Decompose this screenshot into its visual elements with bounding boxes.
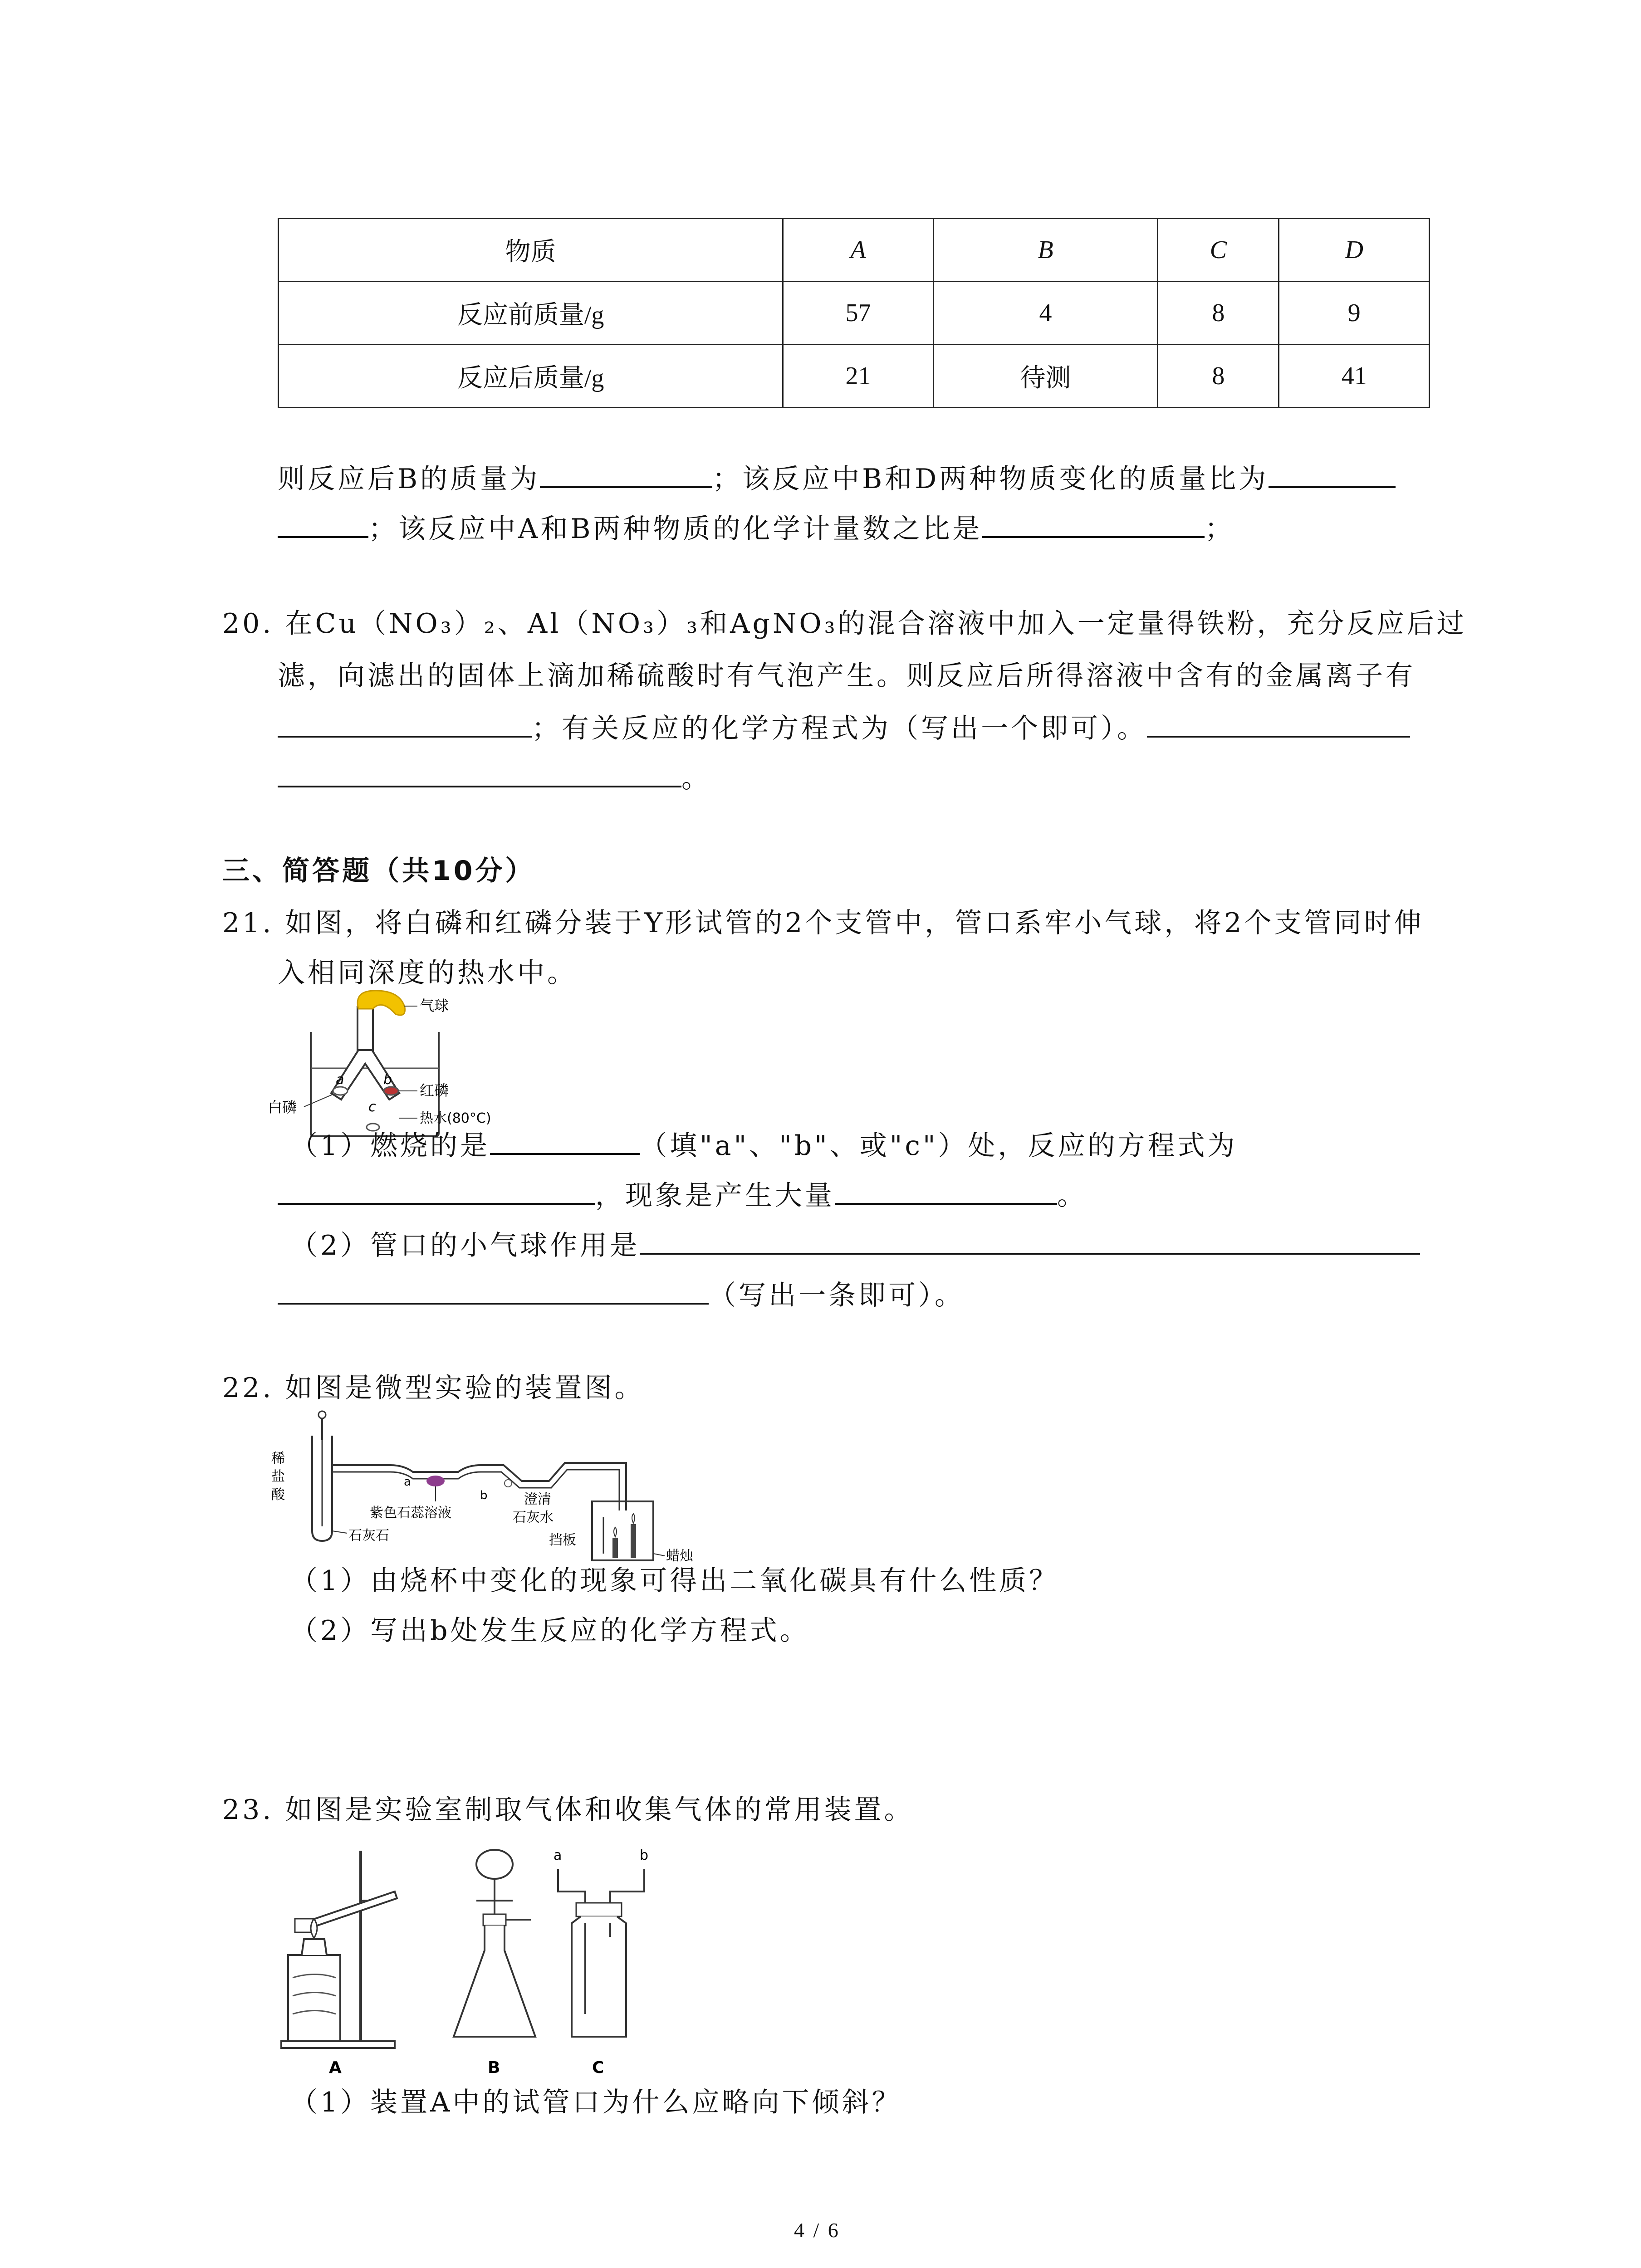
answer-blank[interactable] bbox=[982, 508, 1205, 538]
apparatus-b bbox=[454, 1850, 535, 2077]
answer-blank[interactable] bbox=[278, 1175, 595, 1205]
label-A: A bbox=[329, 2058, 342, 2077]
q19-line1 bbox=[278, 458, 1396, 497]
label-hot-water: 热水(80°C) bbox=[420, 1110, 491, 1126]
litmus-drop bbox=[426, 1476, 445, 1486]
micro-experiment-figure bbox=[268, 1408, 712, 1563]
label-red-p: 红磷 bbox=[420, 1082, 449, 1099]
table-cell: 41 bbox=[1279, 345, 1430, 408]
q21-line2: 入相同深度的热水中。 bbox=[278, 957, 577, 989]
q21-line1: 21. 如图，将白磷和红磷分装于Y形试管的2个支管中，管口系牢小气球，将2个支管同时伸 bbox=[222, 907, 1424, 939]
table-cell: 4 bbox=[933, 282, 1158, 345]
table-header-cell: C bbox=[1158, 219, 1279, 282]
white-phosphorus bbox=[333, 1087, 348, 1095]
q19-text: ； bbox=[1205, 513, 1235, 545]
answer-blank[interactable] bbox=[540, 458, 712, 488]
red-phosphorus bbox=[384, 1087, 398, 1095]
table-header-cell: A bbox=[783, 219, 934, 282]
table-cell: 8 bbox=[1158, 345, 1279, 408]
table-row bbox=[279, 345, 1430, 408]
tube-stem bbox=[358, 1007, 373, 1052]
answer-blank[interactable] bbox=[490, 1125, 640, 1155]
label-acid: 稀 bbox=[271, 1451, 285, 1466]
label-b: b bbox=[640, 1848, 649, 1863]
q19-line2 bbox=[278, 508, 1234, 547]
q19-text: ；该反应中B和D两种物质变化的质量比为 bbox=[712, 463, 1269, 495]
label-white-p: 白磷 bbox=[268, 1099, 297, 1116]
q21-text: （1）燃烧的是 bbox=[290, 1130, 490, 1162]
table-header-cell: D bbox=[1279, 219, 1430, 282]
q21-sub2-line2 bbox=[278, 1275, 965, 1314]
label-candle: 蜡烛 bbox=[666, 1548, 693, 1563]
q22-sub1: （1）由烧杯中变化的现象可得出二氧化碳具有什么性质？ bbox=[290, 1565, 1059, 1597]
apparatus-a bbox=[281, 1851, 397, 2077]
label-a: a bbox=[404, 1475, 411, 1489]
q20-text: ；有关反应的化学方程式为（写出一个即可）。 bbox=[532, 713, 1147, 744]
label-a: a bbox=[336, 1072, 344, 1088]
answer-blank[interactable] bbox=[278, 758, 681, 787]
table-row bbox=[279, 282, 1430, 345]
answer-blank[interactable] bbox=[640, 1225, 1420, 1255]
q19-text: ；该反应中A和B两种物质的化学计量数之比是 bbox=[368, 513, 983, 545]
q23-sub1: （1）装置A中的试管口为什么应略向下倾斜？ bbox=[290, 2087, 902, 2118]
table-header-cell: B bbox=[933, 219, 1158, 282]
label-b: b bbox=[383, 1072, 392, 1088]
q21-text: （写出一条即可）。 bbox=[709, 1280, 965, 1311]
table-cell: 反应后质量/g bbox=[279, 345, 783, 408]
answer-blank[interactable] bbox=[278, 508, 368, 538]
q20-line2: 滤，向滤出的固体上滴加稀硫酸时有气泡产生。则反应后所得溶液中含有的金属离子有 bbox=[278, 660, 1416, 692]
answer-blank[interactable] bbox=[1147, 708, 1410, 738]
label-b: b bbox=[480, 1489, 488, 1502]
y-tube-figure bbox=[268, 989, 549, 1139]
q19-text: 则反应后B的质量为 bbox=[278, 463, 540, 495]
table-cell: 21 bbox=[783, 345, 934, 408]
label-B: B bbox=[488, 2058, 500, 2077]
label-C: C bbox=[592, 2058, 604, 2077]
beaker bbox=[592, 1501, 653, 1560]
q21-text: （2）管口的小气球作用是 bbox=[290, 1230, 640, 1261]
table-cell: 9 bbox=[1279, 282, 1430, 345]
q21-text: （填"a"、"b"、或"c"）处，反应的方程式为 bbox=[640, 1130, 1238, 1162]
answer-blank[interactable] bbox=[278, 1275, 709, 1305]
answer-blank[interactable] bbox=[278, 708, 532, 738]
label-a: a bbox=[554, 1848, 562, 1863]
q20-line4 bbox=[278, 758, 711, 797]
answer-blank[interactable] bbox=[835, 1175, 1057, 1205]
mass-table bbox=[278, 218, 1430, 408]
q20-line1: 20. 在Cu（NO₃）₂、Al（NO₃）₃和AgNO₃的混合溶液中加入一定量得铁粉，充分反应后过 bbox=[222, 608, 1467, 640]
q22-line1: 22. 如图是微型实验的装置图。 bbox=[222, 1372, 645, 1404]
label-balloon: 气球 bbox=[420, 997, 449, 1014]
label-acid: 酸 bbox=[271, 1487, 285, 1503]
label-limestone: 石灰石 bbox=[348, 1528, 389, 1544]
table-cell: 反应前质量/g bbox=[279, 282, 783, 345]
gas-apparatus-figure bbox=[277, 1842, 685, 2077]
q21-sub1-line1 bbox=[290, 1125, 1238, 1164]
section-heading: 三、简答题（共10分） bbox=[222, 855, 535, 887]
label-acid: 盐 bbox=[271, 1469, 285, 1485]
answer-blank[interactable] bbox=[1269, 458, 1396, 488]
q21-text: 。 bbox=[1057, 1180, 1087, 1212]
q20-text: 。 bbox=[681, 763, 711, 794]
label-limewater: 石灰水 bbox=[513, 1510, 554, 1525]
q21-text: ，现象是产生大量 bbox=[595, 1180, 835, 1212]
table-cell: 待测 bbox=[933, 345, 1158, 408]
q22-sub2: （2）写出b处发生反应的化学方程式。 bbox=[290, 1615, 810, 1647]
apparatus-c bbox=[554, 1848, 648, 2077]
label-limewater: 澄清 bbox=[524, 1491, 551, 1507]
table-cell: 57 bbox=[783, 282, 934, 345]
label-baffle: 挡板 bbox=[549, 1532, 576, 1548]
label-c: c bbox=[368, 1099, 376, 1115]
q20-line3 bbox=[278, 708, 1410, 747]
table-header-cell: 物质 bbox=[279, 219, 783, 282]
page-number: 4 / 6 bbox=[794, 2219, 840, 2242]
q21-sub2-line1 bbox=[290, 1225, 1420, 1264]
table-cell: 8 bbox=[1158, 282, 1279, 345]
q23-line1: 23. 如图是实验室制取气体和收集气体的常用装置。 bbox=[222, 1794, 914, 1826]
table-header-row bbox=[279, 219, 1430, 282]
q21-sub1-line2 bbox=[278, 1175, 1087, 1214]
label-litmus: 紫色石蕊溶液 bbox=[370, 1505, 451, 1521]
